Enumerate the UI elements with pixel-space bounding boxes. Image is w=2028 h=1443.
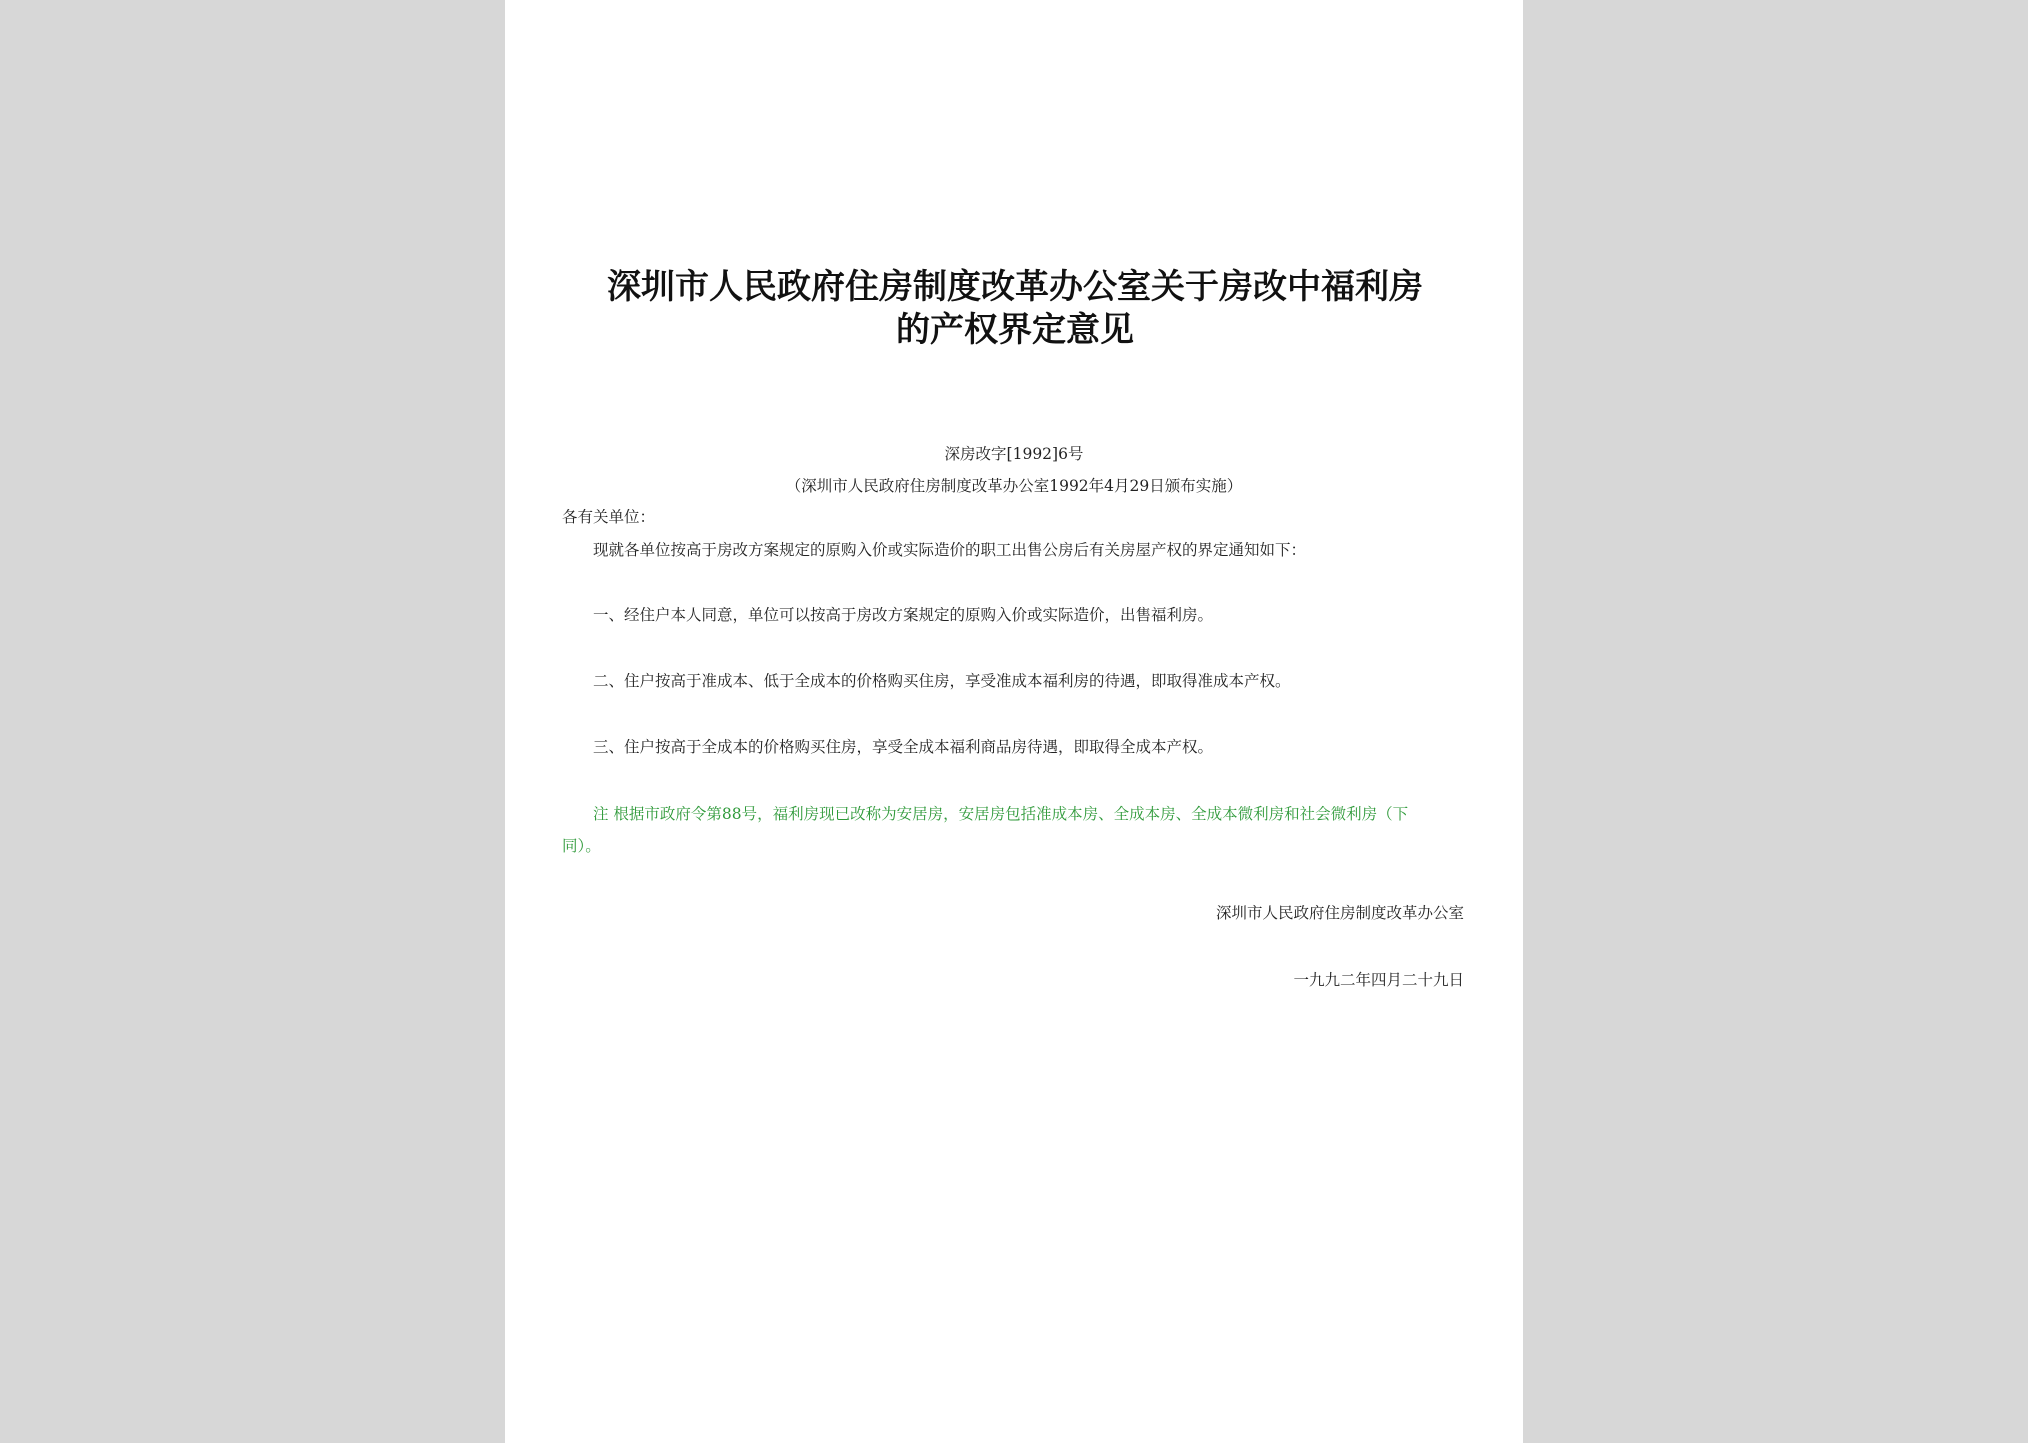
issue-note: （深圳市人民政府住房制度改革办公室1992年4月29日颁布实施）	[785, 477, 1243, 495]
note-line-1: 注 根据市政府令第88号，福利房现已改称为安居房，安居房包括准成本房、全成本房、全成本微利房和社会微利房（下	[593, 805, 1409, 823]
issuer-signature: 深圳市人民政府住房制度改革办公室	[1215, 904, 1464, 922]
document-title-line-2: 的产权界定意见	[896, 310, 1134, 350]
item-three: 三、住户按高于全成本的价格购买住房，享受全成本福利商品房待遇，即取得全成本产权。	[593, 738, 1214, 756]
document-page	[505, 0, 1523, 1443]
item-two: 二、住户按高于准成本、低于全成本的价格购买住房，享受准成本福利房的待遇，即取得准成本产权。	[593, 672, 1291, 690]
issue-date: 一九九二年四月二十九日	[1293, 971, 1464, 989]
document-title-line-1: 深圳市人民政府住房制度改革办公室关于房改中福利房	[607, 267, 1423, 307]
note-line-2: 同）。	[562, 837, 601, 855]
document-number: 深房改字[1992]6号	[944, 445, 1084, 463]
item-one: 一、经住户本人同意，单位可以按高于房改方案规定的原购入价或实际造价，出售福利房。	[593, 606, 1214, 624]
intro-paragraph: 现就各单位按高于房改方案规定的原购入价或实际造价的职工出售公房后有关房屋产权的界定通知如下：	[593, 541, 1307, 559]
salutation: 各有关单位：	[562, 508, 656, 526]
